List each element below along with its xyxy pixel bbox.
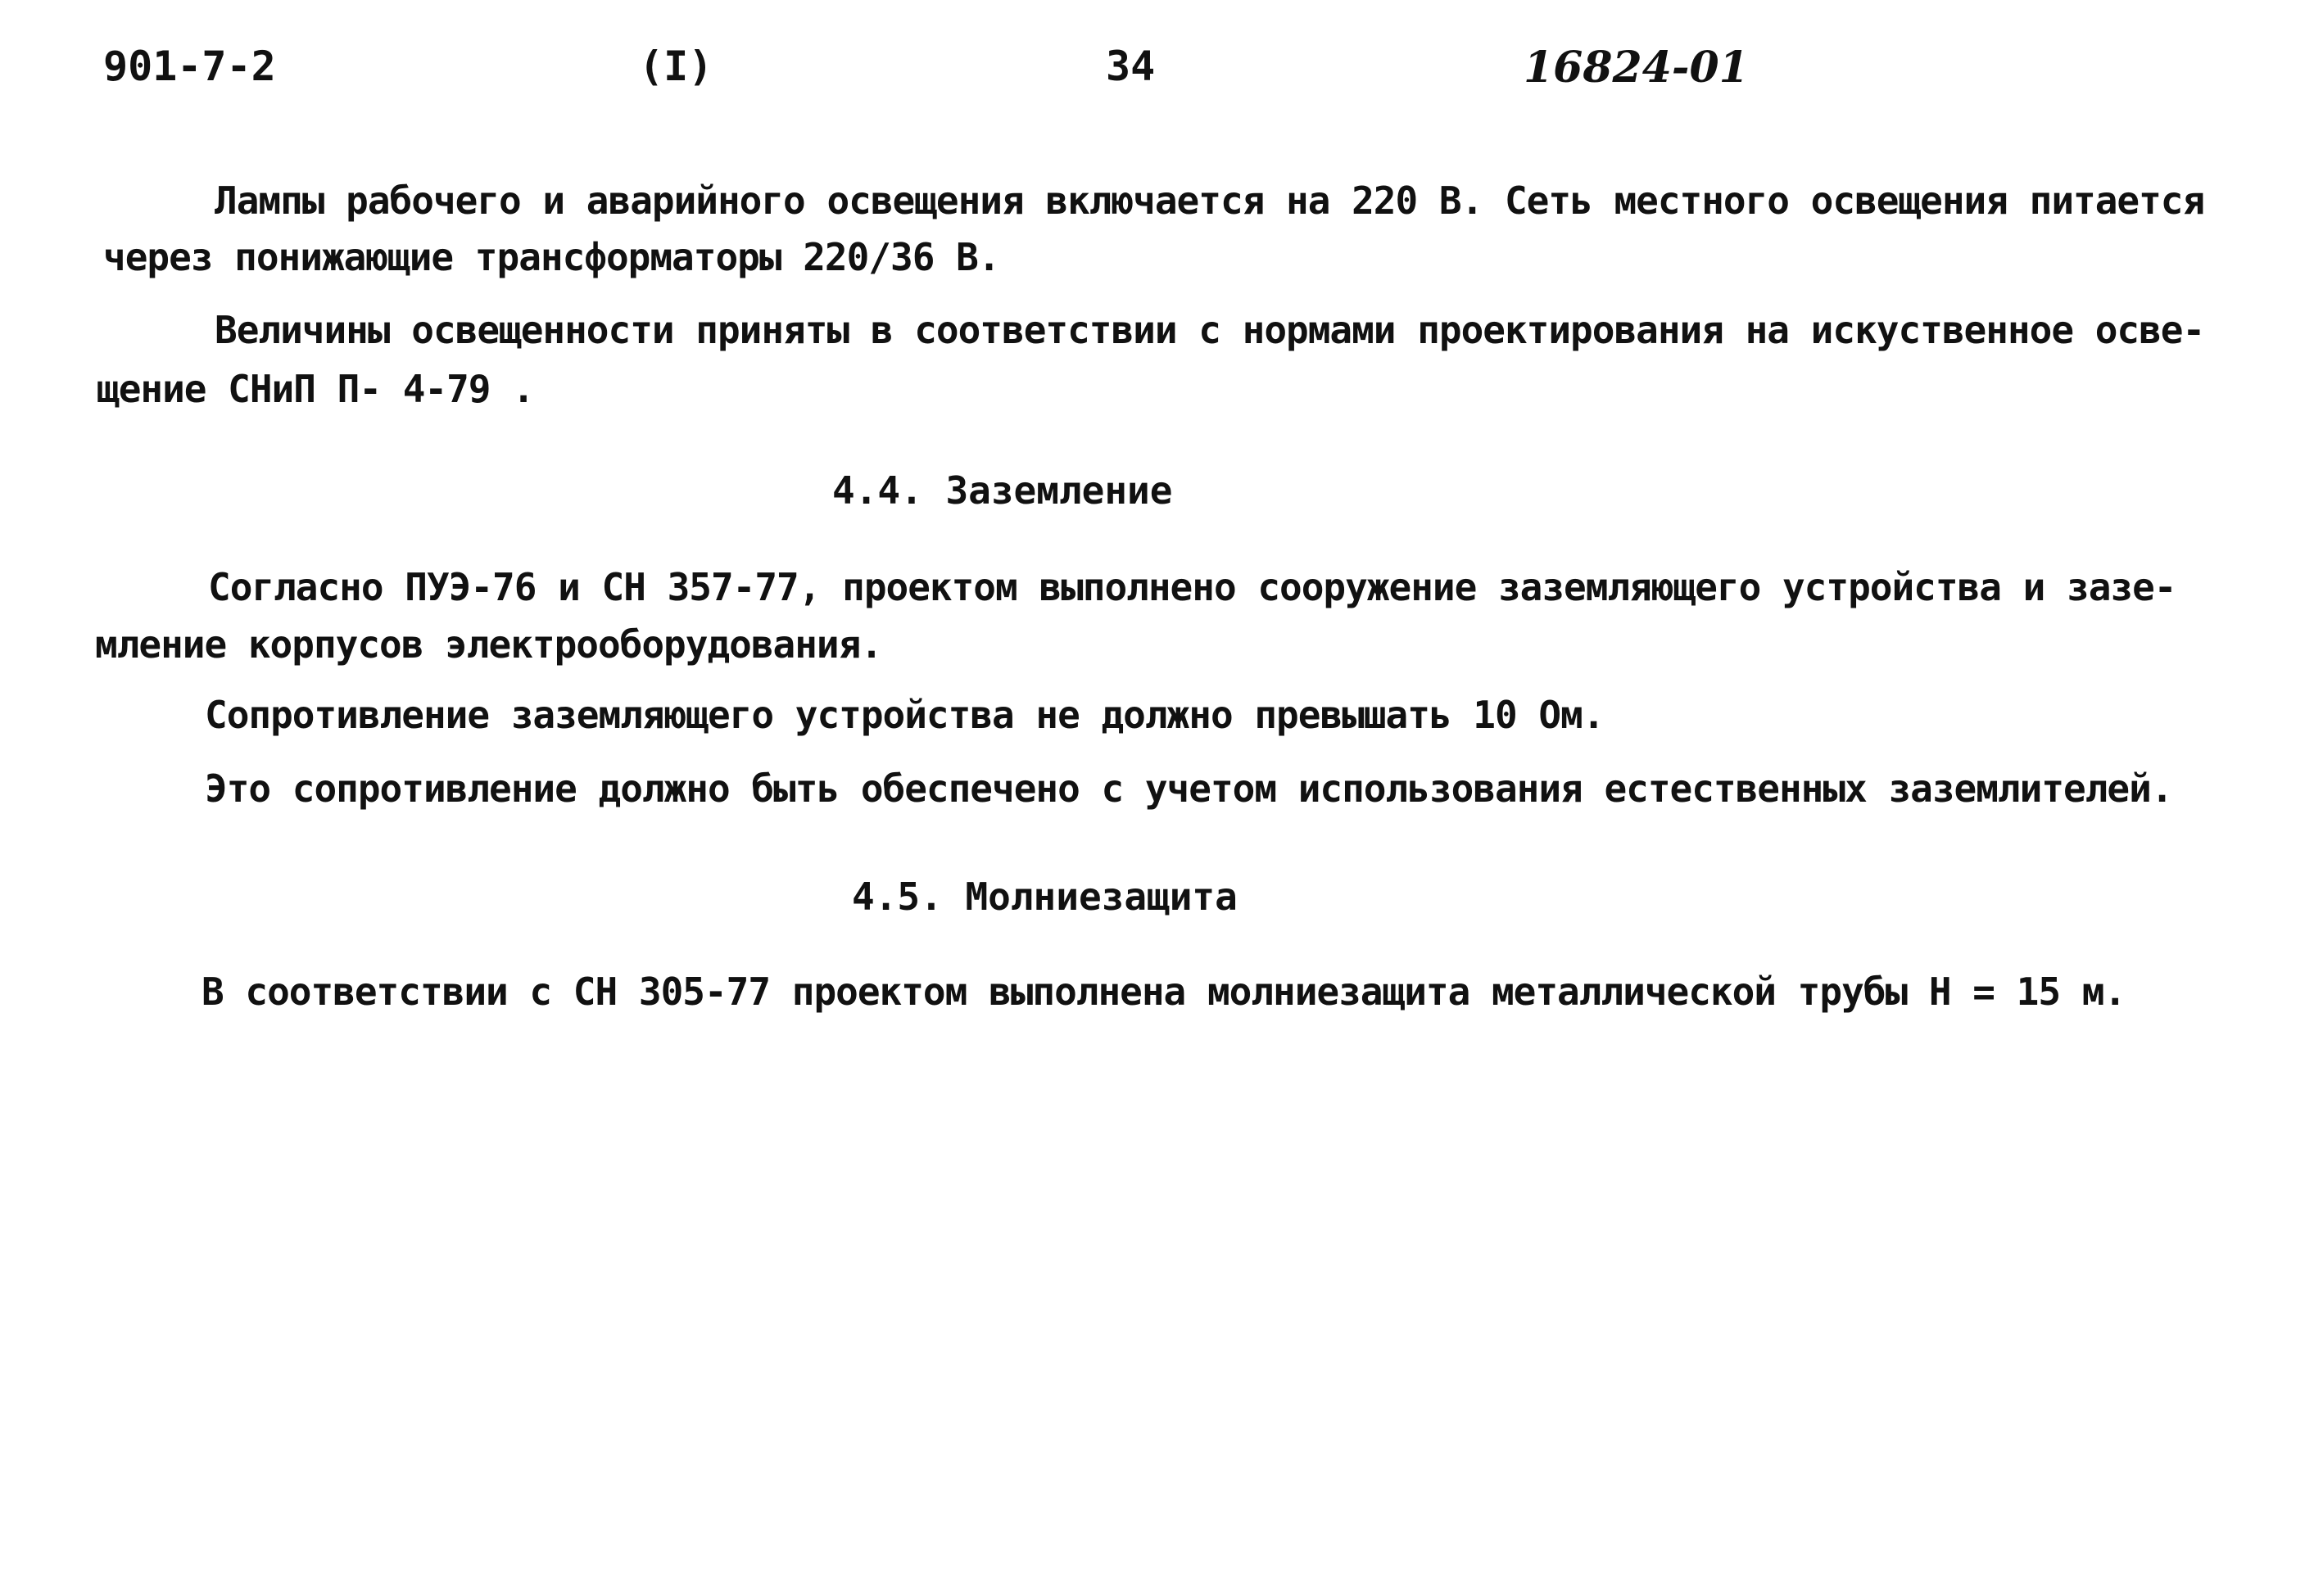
section-heading-lightning-protection: 4.5. Молниезащита	[852, 875, 1238, 919]
grounding-paragraph-2: Сопротивление заземляющего устройства не должно превышать 10 Ом.	[205, 693, 1605, 737]
lightning-paragraph-1: В соответствии с СН 305-77 проектом выполнена молниезащита металлической трубы Н = 15 м.	[202, 970, 2126, 1014]
lighting-paragraph-2-line-2: щение СНиП П- 4-79 .	[97, 367, 534, 411]
grounding-paragraph-3: Это сопротивление должно быть обеспечено с учетом использования естественных заземлителей.	[205, 766, 2173, 811]
lighting-paragraph-1-line-1: Лампы рабочего и аварийного освещения включается на 220 В. Сеть местного освещения питается	[215, 179, 2205, 223]
archive-number: 16824-01	[1524, 43, 1749, 93]
section-heading-grounding: 4.4. Заземление	[832, 468, 1173, 513]
grounding-paragraph-1-line-1: Согласно ПУЭ-76 и СН 357-77, проектом выполнено сооружение заземляющего устройства и зазе-	[208, 565, 2176, 609]
page-number: 34	[1106, 43, 1156, 90]
grounding-paragraph-1-line-2: мление корпусов электрооборудования.	[95, 622, 882, 667]
volume-label: (I)	[639, 43, 713, 90]
lighting-paragraph-1-line-2: через понижающие трансформаторы 220/36 В.	[103, 235, 1000, 279]
doc-code: 901-7-2	[103, 43, 276, 90]
lighting-paragraph-2-line-1: Величины освещенности приняты в соответствии с нормами проектирования на искуственное осве-	[215, 308, 2205, 352]
